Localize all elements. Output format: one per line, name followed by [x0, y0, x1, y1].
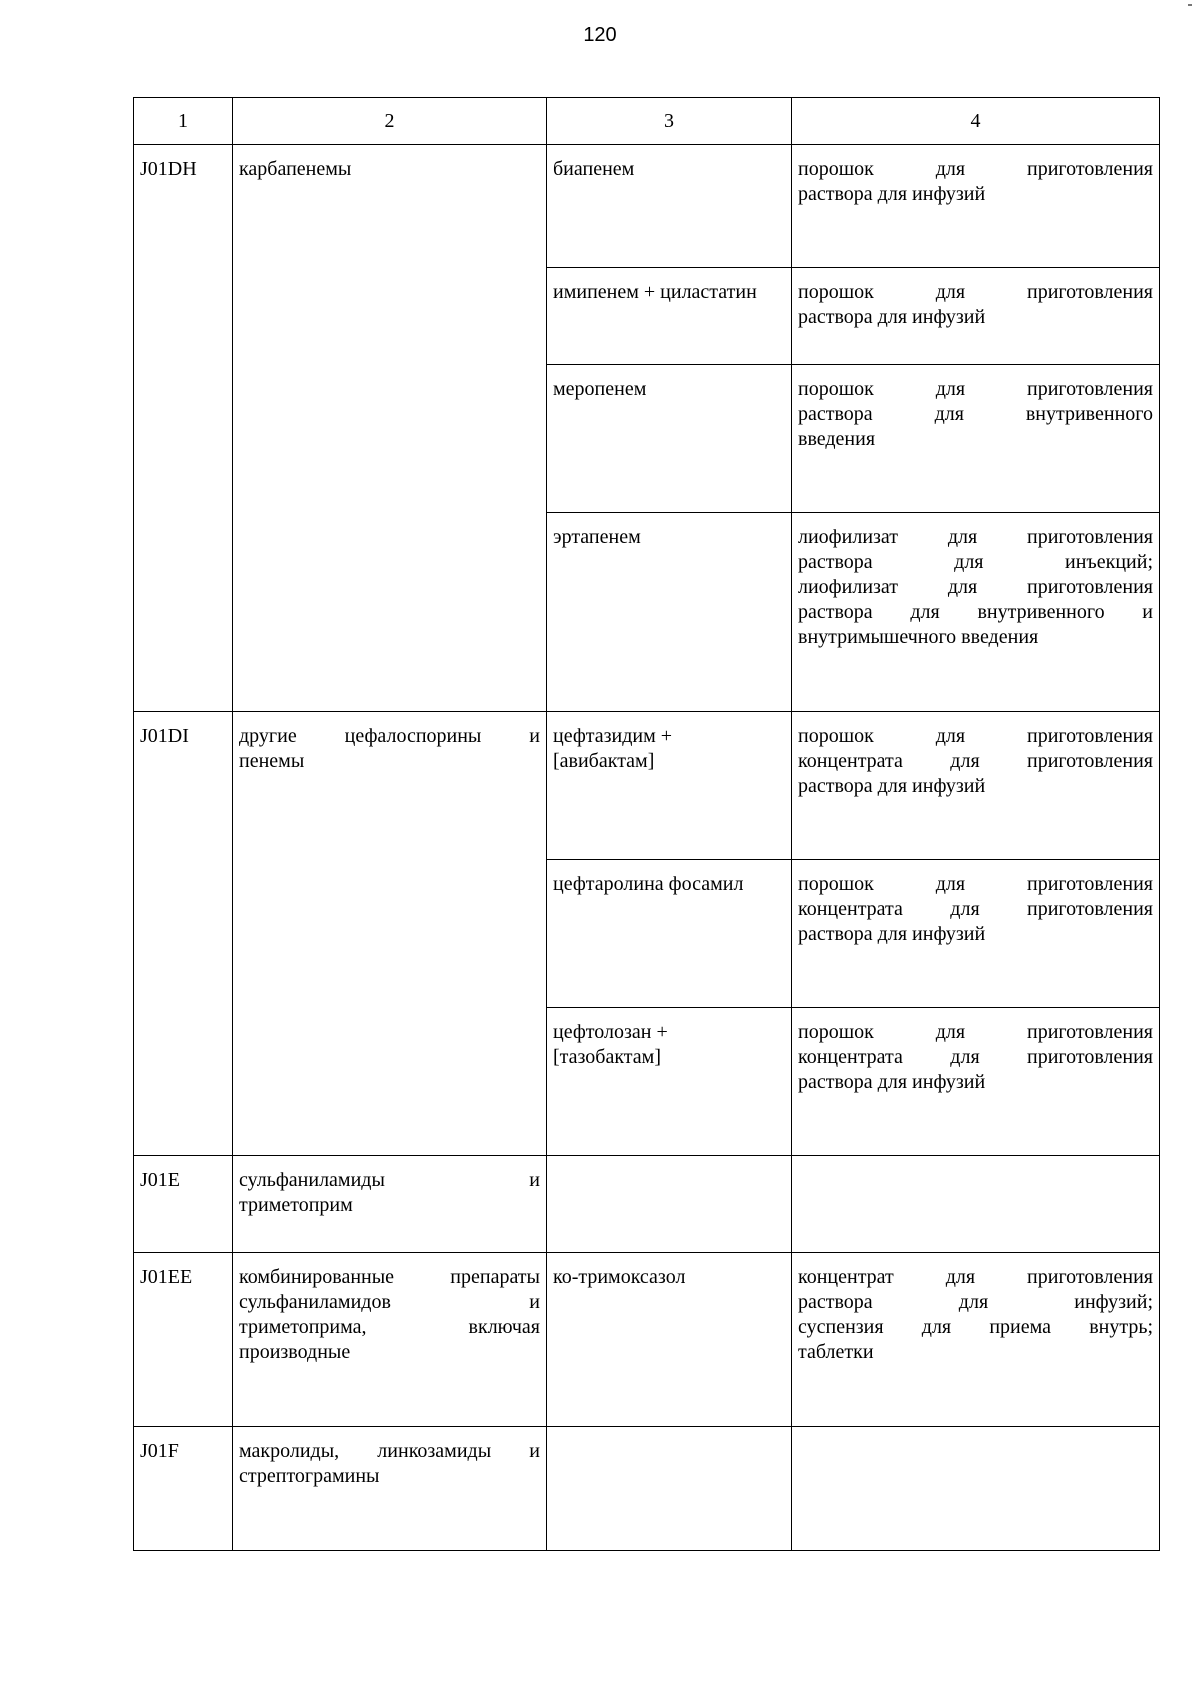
text-line: стрептограмины — [239, 1465, 380, 1487]
text-line: цефтаролина фосамил — [553, 873, 744, 895]
text-line: концентрата для приготовления — [798, 1046, 1153, 1068]
dosage-form-cell — [792, 268, 1160, 365]
text-line: производные — [239, 1341, 351, 1363]
drug-name-cell — [547, 268, 792, 365]
scan-mark — [1188, 4, 1192, 6]
text-line: раствора для инфузий — [798, 183, 986, 205]
text-line: раствора для инфузий — [798, 1071, 986, 1093]
drug-name-cell — [547, 145, 792, 268]
text-line: раствора для инъекций; — [798, 551, 1153, 573]
text-line: раствора для инфузий; — [798, 1291, 1153, 1313]
text-line: цефтазидим + — [553, 725, 673, 747]
text-line: меропенем — [553, 378, 647, 400]
table-row — [134, 1156, 1160, 1253]
table-row — [134, 1253, 1160, 1427]
text-line: [авибактам] — [553, 750, 655, 772]
drug-name-cell — [547, 860, 792, 1008]
text-line: порошок для приготовления — [798, 725, 1153, 747]
group-name-cell — [233, 1253, 547, 1427]
page-number: 120 — [583, 24, 617, 46]
drug-name-cell — [547, 365, 792, 513]
text-line: другие цефалоспорины и — [239, 725, 540, 747]
atc-code-cell: J01EE — [134, 1253, 233, 1427]
drug-name-cell — [547, 513, 792, 712]
text-line: порошок для приготовления — [798, 158, 1153, 180]
drug-name-cell — [547, 1008, 792, 1156]
text-line: концентрата для приготовления — [798, 898, 1153, 920]
drug-name-cell — [547, 1156, 792, 1253]
text-line: макролиды, линкозамиды и — [239, 1440, 540, 1462]
text-line: введения — [798, 428, 876, 450]
text-line: лиофилизат для приготовления — [798, 526, 1153, 548]
column-header-2: 2 — [233, 98, 547, 145]
atc-code-cell: J01F — [134, 1427, 233, 1551]
group-name-cell — [233, 145, 547, 712]
text-line: концентрата для приготовления — [798, 750, 1153, 772]
atc-code-cell: J01E — [134, 1156, 233, 1253]
group-name-cell — [233, 1156, 547, 1253]
table-body — [134, 98, 1160, 1551]
dosage-form-cell — [792, 145, 1160, 268]
text-line: порошок для приготовления — [798, 873, 1153, 895]
text-line: комбинированные препараты — [239, 1266, 540, 1288]
text-line: триметоприм — [239, 1194, 353, 1216]
text-line: суспензия для приема внутрь; — [798, 1316, 1153, 1338]
text-line: таблетки — [798, 1341, 874, 1363]
table-row — [134, 145, 1160, 268]
column-header-4: 4 — [792, 98, 1160, 145]
text-line: имипенем + циластатин — [553, 281, 757, 303]
text-line: сульфаниламидов и — [239, 1291, 540, 1313]
atc-code-cell: J01DI — [134, 712, 233, 1156]
text-line: раствора для инфузий — [798, 775, 986, 797]
text-line: концентрат для приготовления — [798, 1266, 1153, 1288]
text-line: карбапенемы — [239, 158, 352, 180]
text-line: лиофилизат для приготовления — [798, 576, 1153, 598]
group-name-cell — [233, 1427, 547, 1551]
text-line: раствора для инфузий — [798, 306, 986, 328]
atc-code-cell: J01DH — [134, 145, 233, 712]
text-line: пенемы — [239, 750, 305, 772]
text-line: внутримышечного введения — [798, 626, 1039, 648]
text-line: порошок для приготовления — [798, 378, 1153, 400]
text-line: триметоприма, включая — [239, 1316, 540, 1338]
table-row — [134, 1427, 1160, 1551]
text-line: порошок для приготовления — [798, 1021, 1153, 1043]
dosage-form-cell — [792, 1156, 1160, 1253]
text-line: порошок для приготовления — [798, 281, 1153, 303]
text-line: раствора для внутривенного — [798, 403, 1153, 425]
column-header-3: 3 — [547, 98, 792, 145]
drug-table — [133, 97, 1160, 1551]
drug-name-cell — [547, 1253, 792, 1427]
dosage-form-cell — [792, 1008, 1160, 1156]
text-line: эртапенем — [553, 526, 641, 548]
dosage-form-cell — [792, 712, 1160, 860]
text-line: раствора для внутривенного и — [798, 601, 1153, 623]
header-row — [134, 98, 1160, 145]
dosage-form-cell — [792, 1253, 1160, 1427]
dosage-form-cell — [792, 1427, 1160, 1551]
dosage-form-cell — [792, 513, 1160, 712]
text-line: [тазобактам] — [553, 1046, 661, 1068]
table-row — [134, 712, 1160, 860]
text-line: раствора для инфузий — [798, 923, 986, 945]
text-line: сульфаниламиды и — [239, 1169, 540, 1191]
text-line: биапенем — [553, 158, 635, 180]
text-line: цефтолозан + — [553, 1021, 668, 1043]
drug-name-cell — [547, 1427, 792, 1551]
dosage-form-cell — [792, 365, 1160, 513]
column-header-1: 1 — [134, 98, 233, 145]
dosage-form-cell — [792, 860, 1160, 1008]
drug-name-cell — [547, 712, 792, 860]
group-name-cell — [233, 712, 547, 1156]
text-line: ко-тримоксазол — [553, 1266, 686, 1288]
